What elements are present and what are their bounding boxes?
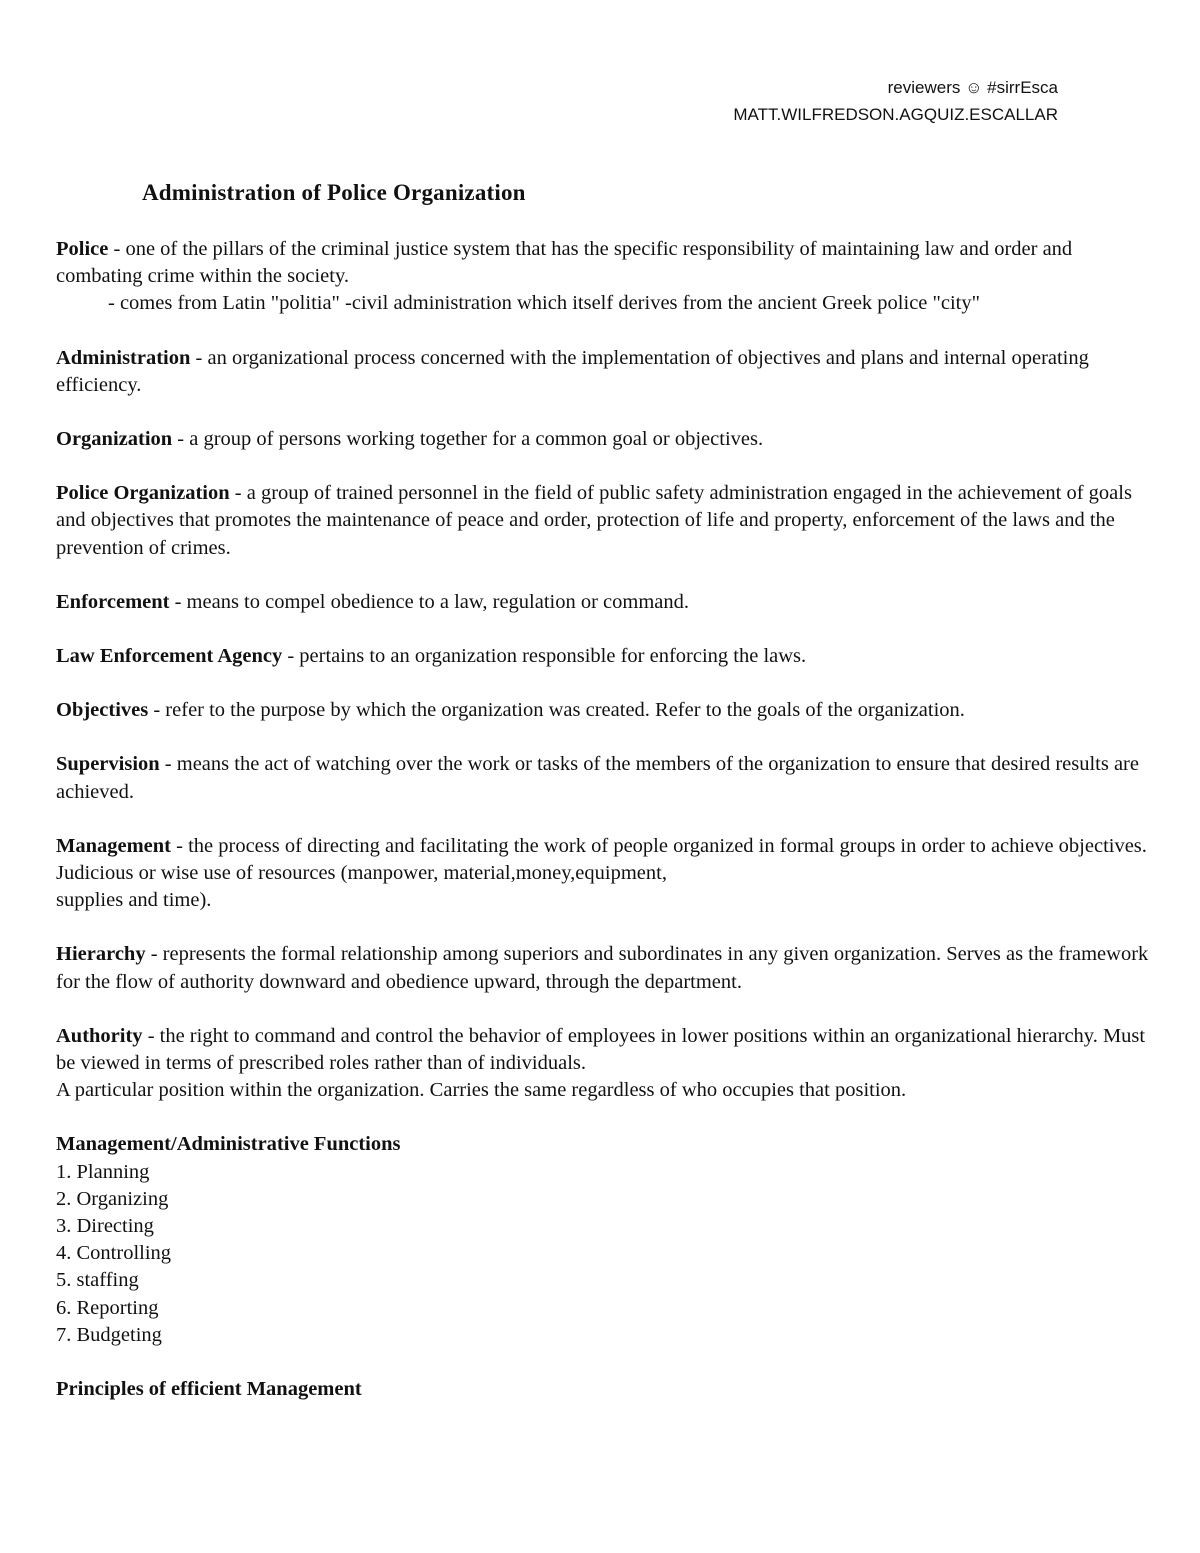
term: Law Enforcement Agency <box>56 645 283 668</box>
term: Supervision <box>56 753 160 776</box>
term: Authority <box>56 1024 143 1047</box>
term: Police Organization <box>56 482 230 505</box>
definition-text: - refer to the purpose by which the organization was created. Refer to the goals of the organization. <box>148 699 965 722</box>
list-item: 2. Organizing <box>56 1187 169 1210</box>
definition-police <box>56 236 1156 318</box>
list-item: 1. Planning <box>56 1160 150 1183</box>
definition-text: - a group of persons working together for a common goal or objectives. <box>172 428 764 451</box>
definition-enforcement <box>56 589 1156 616</box>
definition-hierarchy <box>56 941 1156 995</box>
principles-heading: Principles of efficient Management <box>56 1378 362 1401</box>
term: Objectives <box>56 699 149 722</box>
term: Organization <box>56 428 173 451</box>
header-author-line: MATT.WILFREDSON.AGQUIZ.ESCALLAR <box>733 105 1058 124</box>
definition-text: - means the act of watching over the work or tasks of the members of the organization to ensure that desired results are achieved. <box>56 753 1139 803</box>
definition-text-continued: A particular position within the organization. Carries the same regardless of who occupies that position. <box>56 1079 907 1102</box>
definition-organization <box>56 426 1156 453</box>
definition-text: - one of the pillars of the criminal justice system that has the specific responsibility of maintaining law and order and combating crime within the society. <box>56 238 1073 288</box>
term: Police <box>56 238 109 260</box>
term: Administration <box>56 346 191 369</box>
list-item: 7. Budgeting <box>56 1323 162 1346</box>
definition-management <box>56 833 1156 915</box>
definition-supervision <box>56 751 1156 805</box>
functions-heading: Management/Administrative Functions <box>56 1133 401 1156</box>
list-item: 6. Reporting <box>56 1296 159 1319</box>
definition-note: - comes from Latin "politia" -civil administration which itself derives from the ancient Greek police "city" <box>108 292 981 315</box>
list-item: 4. Controlling <box>56 1242 172 1265</box>
definition-law-enforcement-agency <box>56 643 1156 670</box>
definition-text: - represents the formal relationship among superiors and subordinates in any given organization. Serves as the framework for the flow of authority downward and obedience upward, through the department. <box>56 943 1149 993</box>
list-item: 3. Directing <box>56 1215 154 1238</box>
document-body <box>56 236 1156 1403</box>
definition-text: - pertains to an organization responsible for enforcing the laws. <box>282 645 807 668</box>
definition-text: - the right to command and control the behavior of employees in lower positions within an organizational hierarchy. Must be viewed in terms of prescribed roles rather than of individuals. <box>56 1024 1146 1075</box>
definition-text-continued: supplies and time). <box>56 889 212 912</box>
definition-administration <box>56 345 1156 399</box>
document-title: Administration of Police Organization <box>142 180 526 205</box>
definition-objectives <box>56 697 1156 724</box>
definition-text: - means to compel obedience to a law, regulation or command. <box>169 590 690 613</box>
functions-list <box>56 1159 1156 1349</box>
header-reviewers-line: reviewers ☺ #sirrEsca <box>887 78 1058 97</box>
term: Hierarchy <box>56 943 146 966</box>
definition-text: - an organizational process concerned with the implementation of objectives and plans and internal operating efficiency. <box>56 346 1089 396</box>
page-header <box>733 74 1058 128</box>
definition-text: - the process of directing and facilitating the work of people organized in formal groups in order to achieve objectives. Judicious or wise use of resources (manpower, material,money,equipment, <box>56 834 1147 885</box>
list-item: 5. staffing <box>56 1269 139 1292</box>
definition-police-organization <box>56 480 1156 562</box>
term: Management <box>56 834 172 857</box>
definition-text: - a group of trained personnel in the field of public safety administration engaged in the achievement of goals and objectives that promotes the maintenance of peace and order, protection of life and property, enforcement of the laws and the prevention of crimes. <box>56 482 1132 559</box>
definition-authority <box>56 1023 1156 1105</box>
term: Enforcement <box>56 590 170 613</box>
